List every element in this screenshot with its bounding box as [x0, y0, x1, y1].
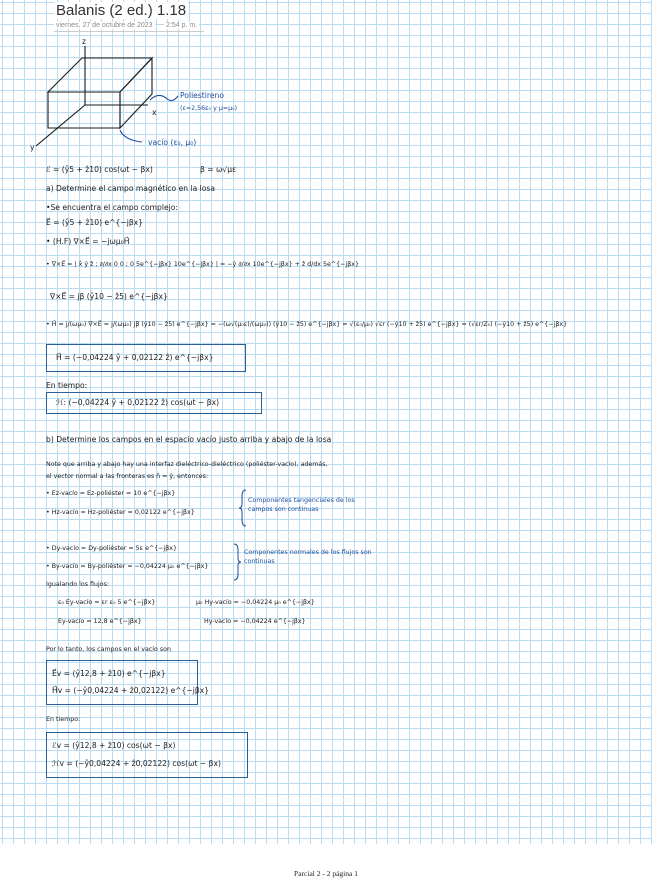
h-phasor: H⃗ = (−0,04224 ŷ + 0,02122 ẑ) e^{−jβx}: [56, 353, 214, 362]
by-continuity: • By-vacío = By-poliéster = −0,04224 μ₀ e^{−jβx}: [46, 563, 209, 570]
hv-time: ℋv = (−ŷ0,04224 + ẑ0,02122) cos(ωt − βx): [52, 759, 221, 768]
complex-intro: •Se encuentra el campo complejo:: [46, 203, 178, 212]
vacio-label: vacío (ε₀, μ₀): [148, 138, 197, 147]
tangential-note: Componentes tangenciales de los campos son continuas: [248, 497, 355, 514]
poliestireno-params: (ε=2,56ε₀ y μ=μ₀): [180, 105, 238, 112]
h-expression: • H⃗ = j/(ωμ₀) ∇×E⃗ = j/(ωμ₀) jβ (ŷ10 − ẑ5) e^{−jβx} = −(ω√(μ₀ε)/(ωμ₀)) (ŷ10 − ẑ5) e^{−jβx} = √(ε₀/μ₀) √εr (−ŷ10 + ẑ5) e^{−jβx} = (√εr/Z₀) (−ŷ10 + ẑ5) e^{−jβx}: [46, 321, 568, 328]
hz-continuity: • Hz-vacío = Hz-poliéster = 0,02122 e^{−jβx}: [46, 509, 195, 516]
curl-determinant: • ∇×E⃗ = | x̂ ŷ ẑ ; ∂/∂x 0 0 ; 0 5e^{−jβx} 10e^{−jβx} | = −ŷ ∂/∂x 10e^{−jβx} + ẑ d/dx 5e^{−jβx}: [46, 261, 359, 268]
poliestireno-label: Poliestireno: [180, 91, 224, 100]
normal-note: Componentes normales de los flujos son continuas: [244, 549, 372, 566]
note-line-2: el vector normal a las fronteras es n̂ = ŷ, entonces:: [46, 473, 209, 480]
part-a-prompt: a) Determine el campo magnético en la losa: [46, 184, 216, 193]
curl-result: ∇×E⃗ = jβ (ŷ10 − ẑ5) e^{−jβx}: [50, 292, 168, 301]
hy-step: μ₀ Hy-vacío = −0,04224 μ₀ e^{−jβx}: [196, 599, 315, 606]
ey-result: Ey-vacío = 12,8 e^{−jβx}: [58, 618, 142, 625]
hy-result: Hy-vacío = −0,04224 e^{−jβx}: [204, 618, 306, 625]
vacio-arrow: [120, 130, 142, 142]
complex-field: E⃗ = (ŷ5 + ẑ10) e^{−jβx}: [46, 218, 144, 227]
axis-y-label: y: [30, 143, 35, 152]
poliestireno-arrow: [150, 95, 178, 100]
dy-continuity: • Dy-vacío = Dy-poliéster = 5ε e^{−jβx}: [46, 545, 178, 552]
hv-phasor: H⃗v = (−ŷ0,04224 + ẑ0,02122) e^{−jβx}: [52, 686, 210, 695]
part-a-time-label: En tiempo:: [46, 381, 88, 390]
part-b-time-label: En tiempo:: [46, 716, 81, 723]
equating-label: Igualando los flujos:: [46, 581, 109, 588]
vacuum-time-box: [46, 732, 248, 778]
faraday-law: • (H.F) ∇×E⃗ = −jωμ₀H⃗: [46, 237, 130, 246]
axis-x-label: x: [152, 108, 157, 117]
given-field: ℰ = (ŷ5 + ẑ10) cos(ωt − βx): [46, 165, 153, 174]
part-b-prompt: b) Determine los campos en el espacio vacío justo arriba y abajo de la losa: [46, 435, 332, 444]
h-time: ℋ: (−0,04224 ŷ + 0,02122 ẑ) cos(ωt − βx): [56, 398, 220, 407]
ez-continuity: • Ez-vacío = Ez-poliéster = 10 e^{−jβx}: [46, 490, 176, 497]
axis-z-label: z: [82, 37, 86, 46]
ev-phasor: E⃗v = (ŷ12,8 + ẑ10) e^{−jβx}: [52, 669, 166, 678]
slab-side-face: [120, 58, 152, 128]
note-line-1: Note que arriba y abajo hay una interfaz dieléctrico-dieléctrico (poliéster-vacío), además,: [46, 461, 328, 468]
ev-time: ℰv = (ŷ12,8 + ẑ10) cos(ωt − βx): [52, 741, 176, 750]
slab-diagram: [0, 0, 652, 160]
page-title: Balanis (2 ed.) 1.18: [56, 2, 187, 19]
page-footer: Parcial 2 - 2 página 1: [294, 869, 358, 878]
given-beta: β = ω√με: [200, 165, 237, 174]
y-axis: [36, 105, 85, 146]
page-time: 2:54 p. m.: [166, 22, 198, 29]
slab-front-face: [48, 92, 120, 128]
vacuum-fields-box: [46, 660, 198, 705]
therefore-line: Por lo tanto, los campos en el vacío son: [46, 646, 171, 653]
page-date: viernes, 27 de octubre de 2023: [56, 22, 153, 29]
ey-step: ε₀ Ey-vacío = εr ε₀ 5 e^{−jβx}: [58, 599, 156, 606]
